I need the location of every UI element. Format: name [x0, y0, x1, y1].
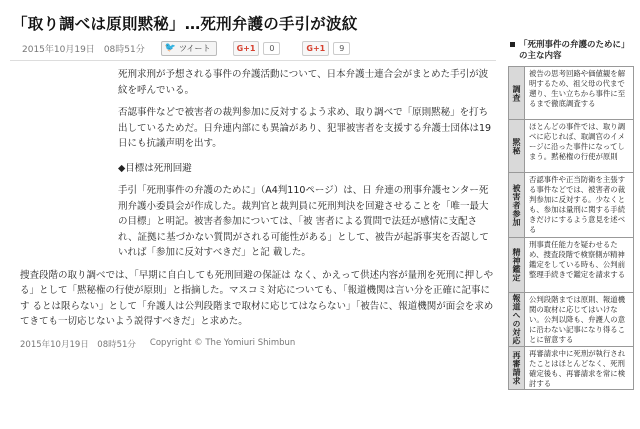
article-paragraph: 手引「死刑事件の弁護のために」（A4判110ページ）は、日 弁連の刑事弁護センター死刑弁護小委員会が作成した。裁判官と裁判員に死刑判決を回避させることを「唯一最大の目標」と明記。被害者参加については、「被 害者による質問で法廷が感情に支配され、証拠に基づかない質問がされる可能性がある」として、被告が起訴事実を否認していれば「参加に反対すべきだ」と記 載した。: [118, 185, 489, 258]
article-footer: [20, 338, 500, 350]
summary-sidebar: [508, 40, 632, 390]
row-label: 黙秘: [512, 137, 521, 155]
article-meta: [22, 40, 500, 56]
gplus-count-2: 9: [333, 42, 350, 55]
row-text: 刑事責任能力を疑わせるため、捜査段階で検察側が精神鑑定をしている時も、公判前整理手続きで鑑定を請求する: [529, 240, 626, 280]
row-label: 精神鑑定: [512, 248, 521, 282]
article: [10, 12, 500, 350]
summary-row: [509, 292, 633, 346]
summary-row: [509, 346, 633, 389]
row-text: ほとんどの事件では、取り調べに応じれば、取調官のイメージに沿った事件になってしまう。黙秘権の行使が原則: [529, 122, 626, 162]
article-paragraph: 捜査段階の取り調べでは、「早期に自白しても死刑回避の保証は なく、かえって供述内容が量刑を死刑に押しやる」として「黙秘権の行使が原則」と指摘した。マスコミ対応についても、「報道機関は言い分を正確に記事にす るとは限らない」として「弁護人は公判段階まで取材に応じてはならない」「被告に、報道機関が面会を求めてきても一切応じないよう説得すべきだ」と求めた。: [20, 269, 494, 327]
row-text: 被告の思考回路や価値観を解明するため、祖父母の代まで遡り、生い立ちから事件に至るまで徹底調査する: [529, 69, 626, 109]
summary-row: [509, 172, 633, 237]
article-paragraph: 死刑求刑が予想される事件の弁護活動について、日本弁護士連合会がまとめた手引が波紋を呼んでいる。: [118, 69, 489, 96]
publish-datetime: 2015年10月19日 08時51分: [22, 44, 145, 55]
article-title: 「取り調べは原則黙秘」…死刑弁護の手引が波紋: [12, 15, 358, 33]
row-label: 再審請求: [512, 351, 521, 385]
row-text: 再審請求中に死刑が執行されたことはほとんどなく、死刑確定後も、再審請求を常に検討する: [529, 349, 626, 389]
square-bullet-icon: [510, 42, 515, 47]
divider: [10, 60, 496, 61]
row-label: 被害者参加: [512, 183, 521, 227]
row-text: 公判段階までは原則、報道機関の取材に応じてはいけない。公判以降も、弁護人の意に沿わない記事になり得ることに留意する: [529, 295, 626, 345]
article-subheading: ◆目標は死刑回避: [118, 162, 192, 174]
footer-datetime: 2015年10月19日 08時51分: [20, 339, 136, 350]
row-text: 否認事件や正当防衛を主張する事件などでは、被害者の裁判参加に反対する。少なくとも、参加は量刑に関する手続きだけにするよう意見を述べる: [529, 175, 626, 235]
gplus-button[interactable]: G+1: [233, 41, 260, 56]
row-label: 調査: [512, 84, 521, 102]
row-label: 報道への対応: [512, 294, 521, 345]
sidebar-title: 「死刑事件の弁護のために」 の主な内容: [510, 40, 632, 62]
summary-row: [509, 119, 633, 172]
summary-table: [508, 66, 634, 390]
gplus-count: 0: [263, 42, 280, 55]
gplus-button-2[interactable]: G+1: [302, 41, 329, 56]
summary-row: [509, 237, 633, 292]
summary-row: [509, 67, 633, 119]
copyright: Copyright © The Yomiuri Shimbun: [149, 337, 296, 348]
article-paragraph: 否認事件などで被害者の裁判参加に反対するよう求め、取り調べで「原則黙秘」を打ち出しているためだ。日弁連内部にも異論があり、犯罪被害者を支援する弁護士団体は19日にも抗議声明を出す。: [118, 107, 492, 149]
twitter-bird-icon: 🐦: [164, 43, 176, 53]
tweet-button[interactable]: 🐦 ツイート: [161, 41, 217, 56]
